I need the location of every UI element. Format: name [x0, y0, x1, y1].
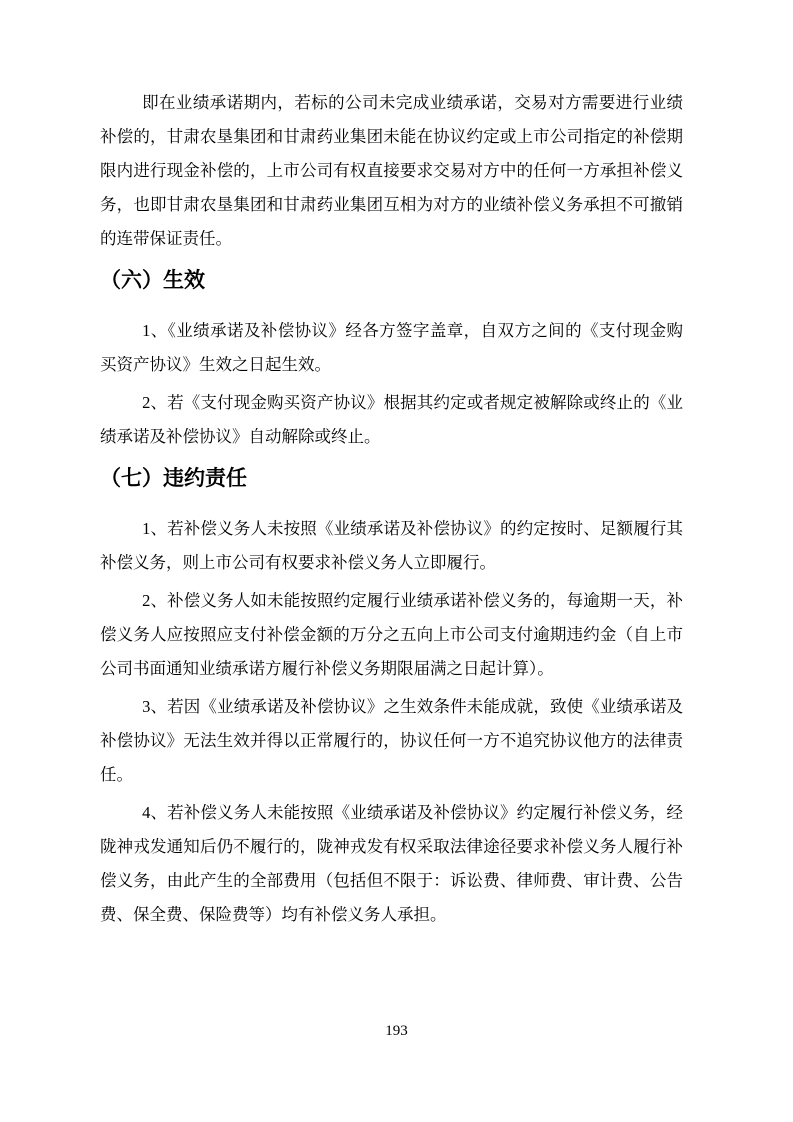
- breach-liability-item-1: 1、若补偿义务人未按照《业绩承诺及补偿协议》的约定按时、足额履行其补偿义务，则上市公司有权要求补偿义务人立即履行。: [100, 519, 683, 572]
- section-heading-breach-liability: （七）违约责任: [100, 467, 247, 490]
- breach-liability-item-3: 3、若因《业绩承诺及补偿协议》之生效条件未能成就，致使《业绩承诺及补偿协议》无法生效并得以正常履行的，协议任何一方不追究协议他方的法律责任。: [100, 697, 683, 784]
- breach-liability-item-2: 2、补偿义务人如未能按照约定履行业绩承诺补偿义务的，每逾期一天，补偿义务人应按照应支付补偿金额的万分之五向上市公司支付逾期违约金（自上市公司书面通知业绩承诺方履行补偿义务期限届满之日起计算）。: [100, 591, 683, 678]
- intro-paragraph: 即在业绩承诺期内，若标的公司未完成业绩承诺，交易对方需要进行业绩补偿的，甘肃农垦集团和甘肃药业集团未能在协议约定或上市公司指定的补偿期限内进行现金补偿的，上市公司有权直接要求交易对方中的任何一方承担补偿义务，也即甘肃农垦集团和甘肃药业集团互相为对方的业绩补偿义务承担不可撤销的连带保证责任。: [100, 93, 683, 248]
- effectiveness-item-2: 2、若《支付现金购买资产协议》根据其约定或者规定被解除或终止的《业绩承诺及补偿协议》自动解除或终止。: [100, 393, 683, 446]
- section-heading-effectiveness: （六）生效: [100, 269, 205, 292]
- effectiveness-item-1: 1、《业绩承诺及补偿协议》经各方签字盖章，自双方之间的《支付现金购买资产协议》生效之日起生效。: [100, 321, 683, 374]
- breach-liability-item-4: 4、若补偿义务人未能按照《业绩承诺及补偿协议》约定履行补偿义务，经陇神戎发通知后仍不履行的，陇神戎发有权采取法律途径要求补偿义务人履行补偿义务，由此产生的全部费用（包括但不限于：诉讼费、律师费、审计费、公告费、保全费、保险费等）均有补偿义务人承担。: [100, 803, 683, 924]
- page-number: 193: [385, 1023, 408, 1039]
